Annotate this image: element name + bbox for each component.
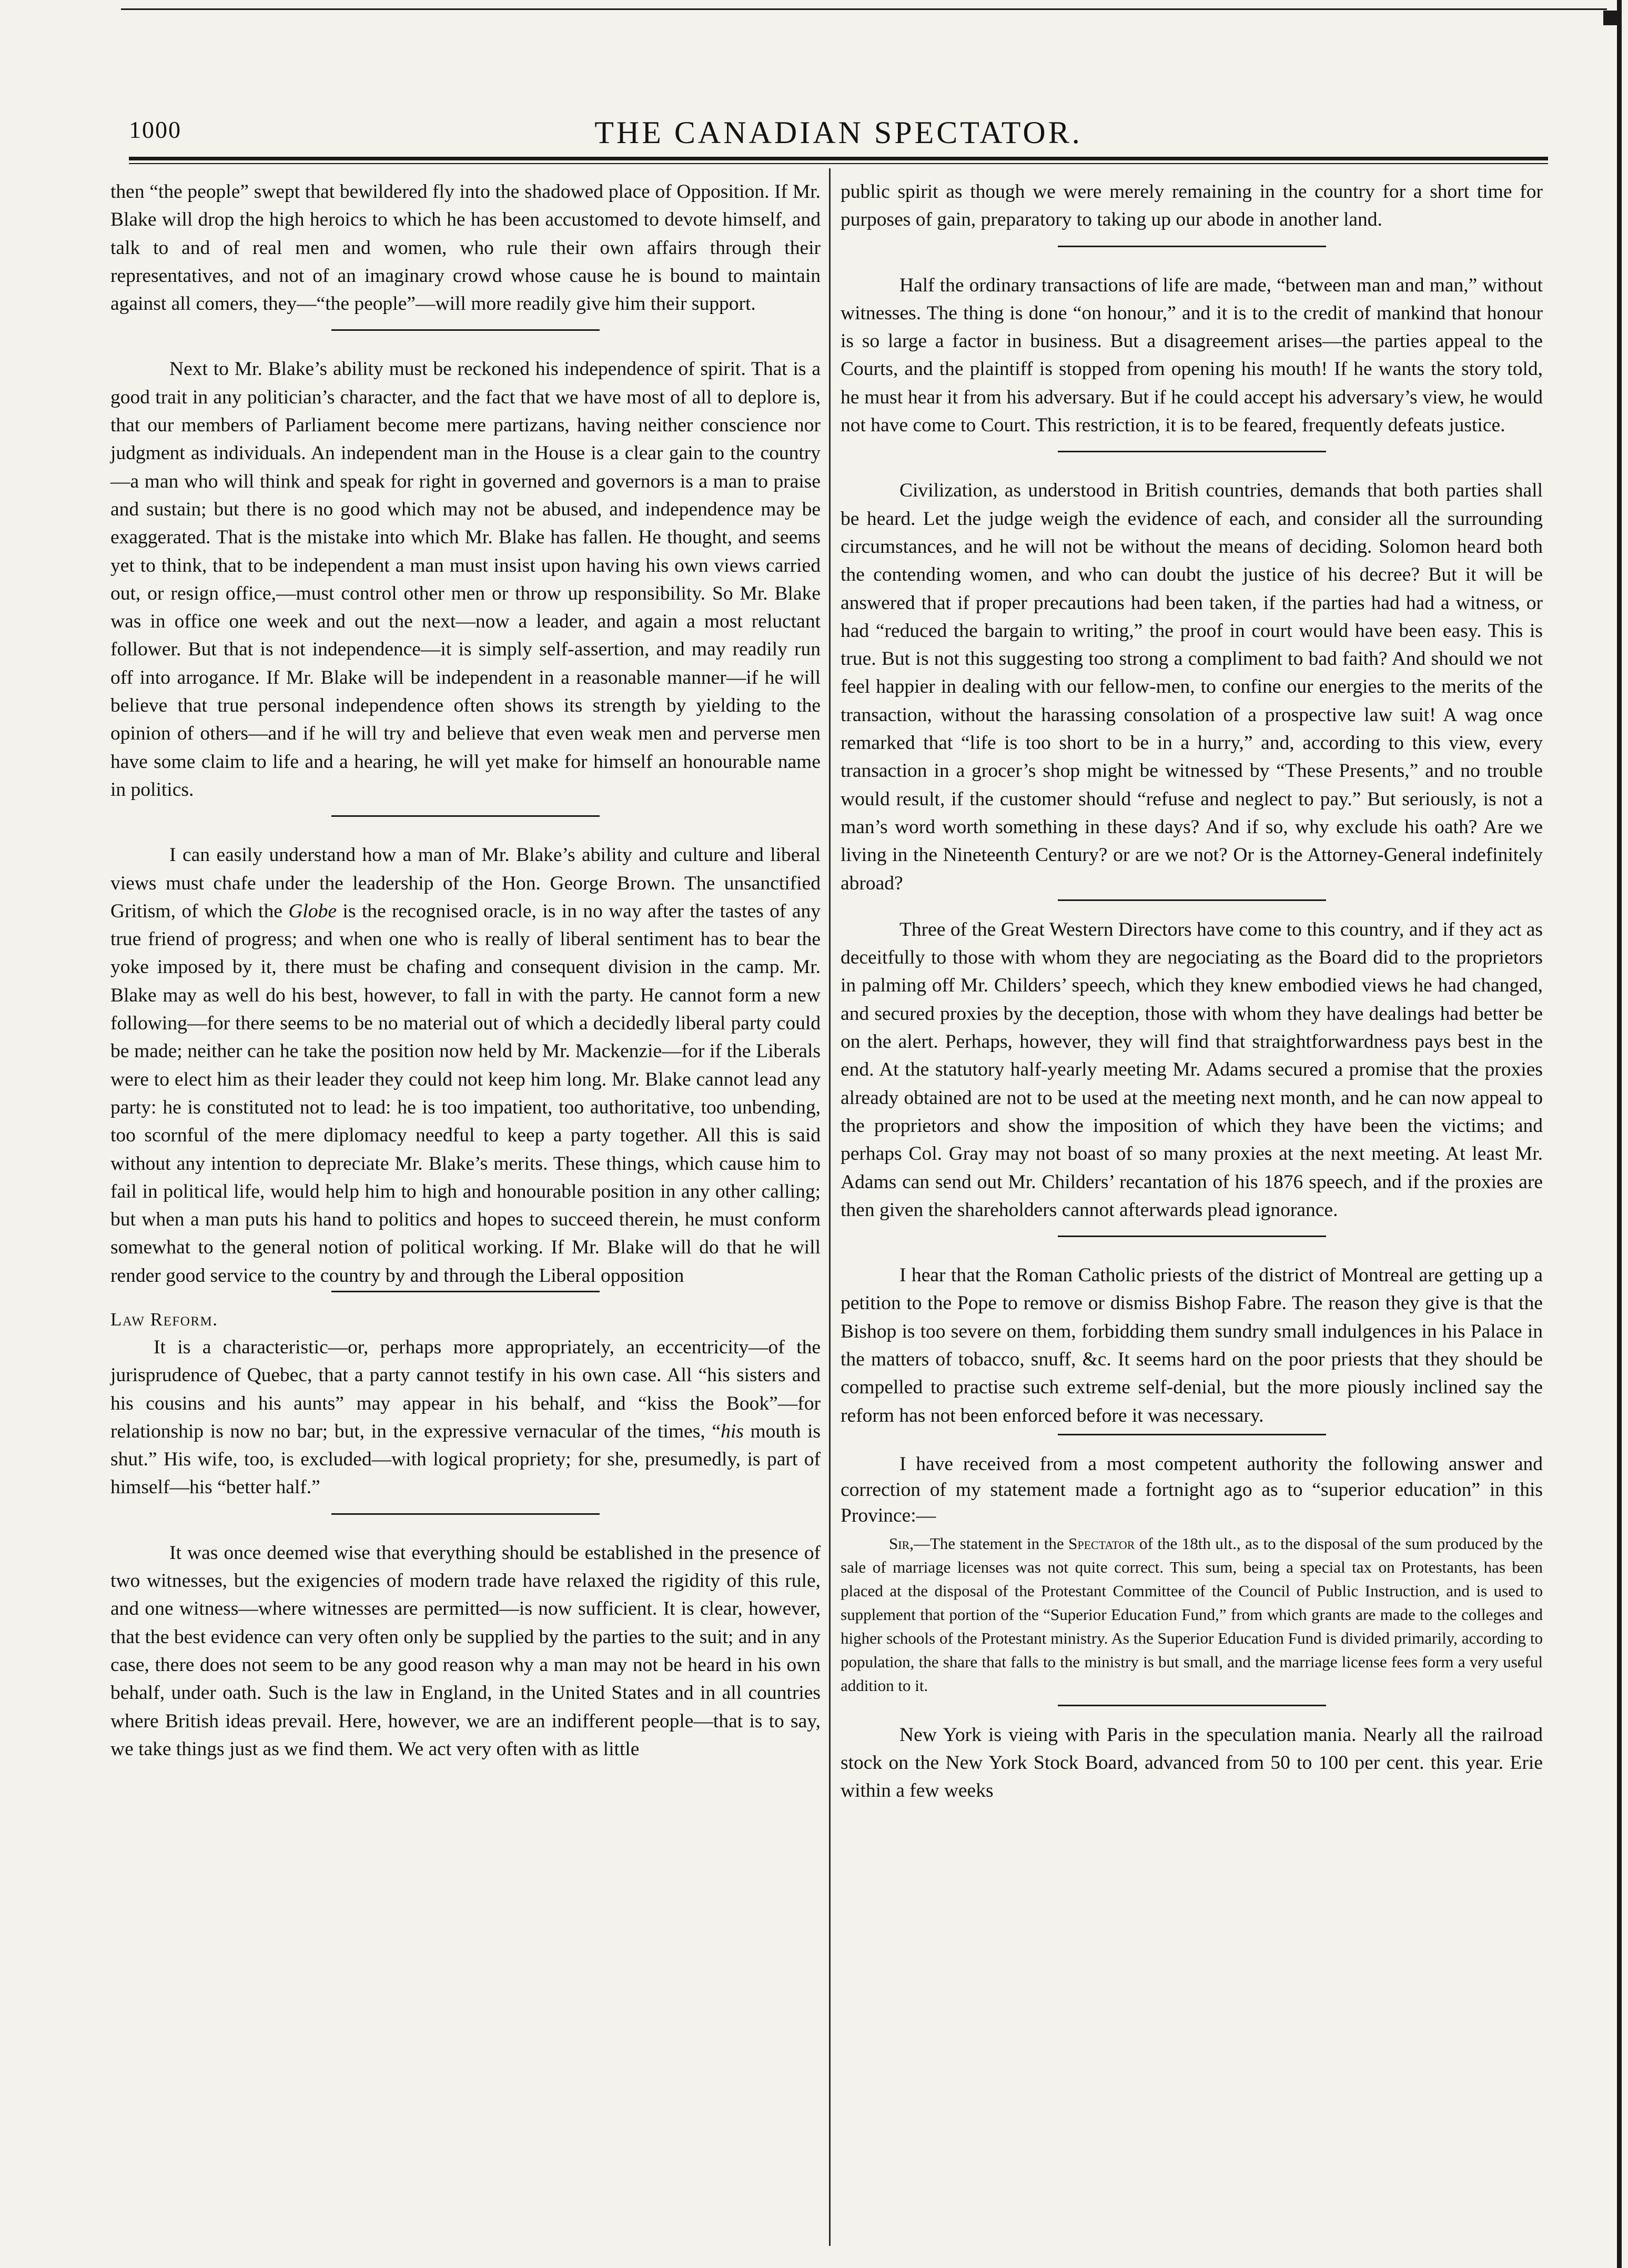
page-number: 1000 [129,116,181,143]
right-edge-bar [1617,0,1622,2268]
page-header [129,115,1548,153]
separator-rule [1058,1705,1326,1706]
right-column [841,178,1543,1805]
separator-rule [331,1291,600,1292]
separator-rule [331,329,600,331]
paragraph-new-york-speculation: New York is vieing with Paris in the speculation mania. Nearly all the railroad stock on the New York Stock Board, advanced from 50 to 100 per cent. this year. Erie within a few weeks [841,1724,1543,1802]
globe-italic: Globe [288,900,337,922]
spectator-small-caps: Spectator [1068,1534,1135,1553]
his-italic: his [721,1420,744,1442]
section-heading-law-reform: Law Reform. [110,1309,218,1330]
right-edge-notch [1603,11,1617,25]
letter-salutation: Sir, [889,1534,914,1553]
separator-rule [331,815,600,817]
separator-rule [1058,246,1326,247]
header-rule-thin [129,163,1548,164]
paragraph-great-western: Three of the Great Western Directors have come to this country, and if they act as deceitfully to those with whom they are negociating as the Board did to the proprietors in palming off Mr. Childers’ speech, which they knew embodied views he had changed, and secured proxies by the deception, those with whom they have dealings had better be on the alert. Perhaps, however, they will find that straightforwardness pays best in the end. At the statutory half-yearly meeting Mr. Adams secured a promise that the proxies already obtained are not to be used at the meeting next month, and he can now appeal to the proprietors and show the imposition of which they have been the victims; and perhaps Col. Gray may not boast of so many proxies at the next meeting. At least Mr. Adams can send out Mr. Childers’ recantation of his 1876 speech, and if the proxies are then given the shareholders cannot afterwards plead ignorance. [841,918,1543,1221]
top-edge-rule [121,8,1607,10]
publication-title: THE CANADIAN SPECTATOR. [594,115,1083,150]
paragraph-two-witnesses: It was once deemed wise that everything should be established in the presence of two witnesses, but the exigencies of modern trade have relaxed the rigidity of this rule, and one witness—where witnesses are permitted—is now sufficient. It is clear, however, that the best evidence can very often only be supplied by the parties to the suit; and in any case, there does not seem to be any good reason why a man may not be heard in his own behalf, under oath. Such is the law in England, in the United States and in all countries where British ideas prevail. Here, however, we are an indifferent people—that is to say, we take things just as we find them. We act very often with as little [110,1542,821,1760]
separator-rule [331,1513,600,1515]
paragraph-public-spirit: public spirit as though we were merely remaining in the country for a short time for purposes of gain, preparatory to taking up our abode in another land. [841,181,1543,231]
header-rule-thick [129,157,1548,160]
correspondence-letter: Sir,—The statement in the Spectator of the 18th ult., as to the disposal of the sum produced by the sale of marriage licenses was not quite correct. This sum, being a special tax on Protestants, has been placed at the disposal of the Protestant Committee of the Council of Public Instruction, and is used to supplement that portion of the “Superior Education Fund,” from which grants are made to the colleges and higher schools of the Protestant ministry. As the Superior Education Fund is divided primarily, according to population, the share that falls to the ministry is but small, and the marriage license fees form a very useful addition to it. [841,1534,1543,1695]
separator-rule [1058,1236,1326,1237]
paragraph-quebec-testimony: It is a characteristic—or, perhaps more appropriately, an eccentricity—of the jurisprudence of Quebec, that a party cannot testify in his own case. All “his sisters and his cousins and his aunts” may appear in his behalf, and “kiss the Book”—for relationship is now no bar; but, in the expressive vernacular of the times, “his mouth is shut.” His wife, too, is excluded—with logical propriety; for she, presumedly, is part of himself—his “better half.” [110,1336,821,1498]
column-divider [829,168,831,2246]
separator-rule [1058,899,1326,901]
left-column [110,178,821,1763]
separator-rule [1058,451,1326,452]
separator-rule [1058,1434,1326,1435]
paragraph-honour-transactions: Half the ordinary transactions of life are made, “between man and man,” without witnesses. The thing is done “on honour,” and it is to the credit of mankind that honour is so large a factor in business. But a disagreement arises—the parties appeal to the Courts, and the plaintiff is stopped from opening his mouth! If he wants the story told, he must hear it from his adversary. But if he could accept his adversary’s view, he would not have come to Court. This restriction, it is to be feared, frequently defeats justice. [841,274,1543,437]
paragraph-blake-leadership: I can easily understand how a man of Mr. Blake’s ability and culture and liberal views must chafe under the leadership of the Hon. George Brown. The unsanctified Gritism, of which the Globe is the recognised oracle, is in no way after the tastes of any true friend of progress; and when one who is really of liberal sentiment has to bear the yoke imposed by it, there must be chafing and consequent division in the camp. Mr. Blake may as well do his best, however, to fall in with the party. He cannot form a new following—for there seems to be no material out of which a decidedly liberal party could be made; neither can he take the position now held by Mr. Mackenzie—for if the Liberals were to elect him as their leader they could not keep him long. Mr. Blake cannot lead any party: he is constituted not to lead: he is too impatient, too authoritative, too unbending, too scornful of the mere diplomacy needful to keep a party together. All this is said without any intention to depreciate Mr. Blake’s merits. These things, which cause him to fail in political life, would help him to high and honourable position in any other calling; but when a man puts his hand to politics and hopes to succeed therein, he must conform somewhat to the general notion of political working. If Mr. Blake will do that he will render good service to the country by and through the Liberal opposition [110,844,821,1287]
paragraph-superior-education: I have received from a most competent authority the following answer and correction of my statement made a fortnight ago as to “superior education” in this Province:— [841,1453,1543,1526]
paragraph-bishop-fabre: I hear that the Roman Catholic priests of the district of Montreal are getting up a petition to the Pope to remove or dismiss Bishop Fabre. The reason they give is that the Bishop is too severe on them, forbidding them sundry small indulgences in his Palace in the matters of tobacco, snuff, &c. It seems hard on the poor priests that they should be compelled to practise such extreme self-denial, but the more piously inclined say the reform has not been enforced before it was necessary. [841,1264,1543,1426]
paragraph-blake-independence: Next to Mr. Blake’s ability must be reckoned his independence of spirit. That is a good trait in any politician’s character, and the fact that we have most of all to deplore is, that our members of Parliament become mere partizans, having neither conscience nor judgment as individuals. An independent man in the House is a clear gain to the country—a man who will think and speak for right in governed and governors is a man to praise and sustain; but there is no good which may not be abused, and independence may be exaggerated. That is the mistake into which Mr. Blake has fallen. He thought, and seems yet to think, that to be independent a man must insist upon having his own views carried out, or resign office,—must control other men or throw up responsibility. So Mr. Blake was in office one week and out the next—now a leader, and again a most reluctant follower. But that is not independence—it is simply self-assertion, and may readily run off into arrogance. If Mr. Blake will be independent in a reasonable manner—if he will believe that true personal independence often shows its strength by yielding to the opinion of others—and if he will try and believe that even weak men and perverse men have some claim to life and a hearing, he will yet make for himself an honourable name in politics. [110,358,821,801]
paragraph-civilization: Civilization, as understood in British countries, demands that both parties shall be heard. Let the judge weigh the evidence of each, and consider all the surrounding circumstances, and he will not be without the means of deciding. Solomon heard both the contending women, and who can doubt the justice of his decree? But it will be answered that if proper precautions had been taken, if the parties had had a witness, or had “reduced the bargain to writing,” the proof in court would have been easy. This is true. But is not this suggesting too strong a compliment to bad faith? And should we not feel happier in dealing with our fellow-men, to confine our energies to the merits of the transaction, without the harassing consolation of a prospective law suit! A wag once remarked that “life is too short to be in a hurry,” and, according to this view, every transaction in a grocer’s shop might be witnessed by “These Presents,” and no trouble would result, if the customer should “refuse and neglect to pay.” But seriously, is not a man’s word worth something in these days? And if so, why exclude his oath? Are we living in the Nineteenth Century? or are we not? Or is the Attorney-General indefinitely abroad? [841,480,1543,894]
paragraph-blake-opposition: then “the people” swept that bewildered fly into the shadowed place of Opposition. If Mr. Blake will drop the high heroics to which he has been accustomed to devote himself, and talk to and of real men and women, who rule their own affairs through their representatives, and not of an imaginary crowd whose cause he is bound to maintain against all comers, they—“the people”—will more readily give him their support. [110,181,821,315]
